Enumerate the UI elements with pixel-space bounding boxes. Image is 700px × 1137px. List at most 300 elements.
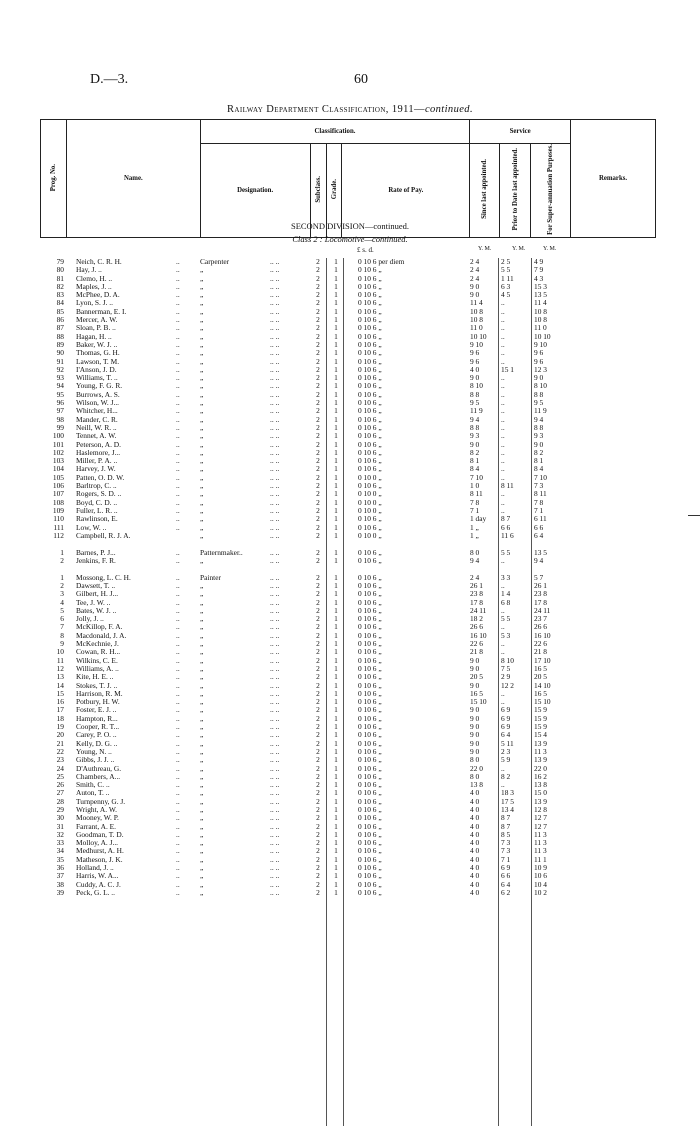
leader-dots: .. .. — [270, 315, 280, 325]
service-superannuation: 8 2 — [534, 447, 544, 457]
leader-dots: .. — [176, 489, 180, 499]
service-superannuation: 4 9 — [534, 257, 544, 266]
subclass: 2 — [316, 406, 320, 416]
prog-number: 86 — [56, 315, 64, 325]
leader-dots: .. .. — [270, 622, 280, 632]
prog-number: 35 — [56, 854, 64, 864]
leader-dots: .. — [176, 331, 180, 341]
employee-name: Holland, J. .. — [76, 863, 114, 873]
grade: 1 — [334, 505, 338, 515]
leader-dots: .. — [176, 522, 180, 532]
leader-dots: .. .. — [270, 722, 280, 732]
employee-name: McKillop, F. A. — [76, 622, 123, 632]
service-prior: 11 6 — [501, 530, 514, 540]
rate-of-pay: 0 10 6 „ — [358, 273, 382, 283]
header-superannuation: For Super-annuation Purposes. — [531, 144, 571, 238]
grade: 1 — [334, 298, 338, 308]
service-prior: 12 2 — [501, 680, 514, 690]
designation: „ — [200, 771, 204, 781]
rate-of-pay: 0 10 6 „ — [358, 447, 382, 457]
employee-name: Burrows, A. S. — [76, 389, 120, 399]
header-classification: Classification. — [200, 120, 470, 144]
rate-of-pay: 0 10 6 „ — [358, 622, 382, 632]
designation: „ — [200, 422, 204, 432]
service-since-last: 26 6 — [470, 622, 483, 632]
service-prior: .. — [501, 605, 505, 615]
leader-dots: .. — [176, 555, 180, 565]
header-designation: Designation. — [200, 144, 310, 238]
leader-dots: .. — [176, 348, 180, 358]
employee-name: Bannerman, E. I. — [76, 306, 127, 316]
rate-of-pay: 0 10 0 „ — [358, 530, 382, 540]
rate-of-pay: 0 10 6 „ — [358, 722, 382, 732]
prog-number: 2 — [60, 555, 64, 565]
employee-name: Chambers, A... — [76, 771, 121, 781]
leader-dots: .. .. — [270, 281, 280, 291]
service-since-last: 8 4 — [470, 464, 480, 474]
service-superannuation: 16 2 — [534, 771, 547, 781]
service-superannuation: 7 1 — [534, 505, 544, 515]
subclass: 2 — [316, 422, 320, 432]
subclass: 2 — [316, 887, 320, 897]
employee-name: Young, N. .. — [76, 746, 112, 756]
grade: 1 — [334, 771, 338, 781]
service-since-last: 8 0 — [470, 755, 480, 765]
rate-of-pay: 0 10 6 „ — [358, 572, 382, 582]
rate-of-pay: 0 10 6 „ — [358, 614, 382, 624]
table-row — [0, 607, 700, 615]
subclass: 2 — [316, 356, 320, 366]
rate-of-pay: 0 10 6 „ — [358, 647, 382, 657]
leader-dots: .. — [176, 589, 180, 599]
service-superannuation: 7 3 — [534, 481, 544, 491]
grade: 1 — [334, 663, 338, 673]
subclass: 2 — [316, 871, 320, 881]
prog-number: 32 — [56, 829, 64, 839]
subclass: 2 — [316, 555, 320, 565]
subclass: 2 — [316, 530, 320, 540]
rate-of-pay: 0 10 6 „ — [358, 597, 382, 607]
prog-number: 36 — [56, 863, 64, 873]
employee-name: Foster, E. J. .. — [76, 705, 117, 715]
service-superannuation: 15 9 — [534, 722, 547, 732]
leader-dots: .. — [176, 281, 180, 291]
prog-number: 1 — [60, 547, 64, 557]
employee-name: Hagan, H. .. — [76, 331, 112, 341]
service-since-last: 11 9 — [470, 406, 483, 416]
service-prior: 6 9 — [501, 713, 511, 723]
service-since-last: 22 0 — [470, 763, 483, 773]
prog-number: 8 — [60, 630, 64, 640]
rate-of-pay: 0 10 6 „ — [358, 431, 382, 441]
leader-dots: .. .. — [270, 481, 280, 491]
designation: „ — [200, 647, 204, 657]
grade: 1 — [334, 605, 338, 615]
subclass: 2 — [316, 879, 320, 889]
grade: 1 — [334, 879, 338, 889]
leader-dots: .. .. — [270, 348, 280, 358]
prog-number: 102 — [52, 447, 64, 457]
leader-dots: .. .. — [270, 589, 280, 599]
grade: 1 — [334, 456, 338, 466]
service-superannuation: 17 8 — [534, 597, 547, 607]
service-superannuation: 21 8 — [534, 647, 547, 657]
service-prior: .. — [501, 398, 505, 408]
leader-dots: .. — [176, 655, 180, 665]
subclass: 2 — [316, 389, 320, 399]
service-since-last: 4 0 — [470, 829, 480, 839]
header-subclass: Subclass. — [310, 144, 326, 238]
service-prior: .. — [501, 439, 505, 449]
rate-of-pay: 0 10 6 „ — [358, 381, 382, 391]
service-since-last: 4 0 — [470, 863, 480, 873]
employee-name: Stokes, T. J. .. — [76, 680, 118, 690]
margin-mark — [688, 515, 700, 516]
prog-number: 112 — [53, 530, 64, 540]
leader-dots: .. — [176, 771, 180, 781]
designation: „ — [200, 464, 204, 474]
leader-dots: .. — [176, 846, 180, 856]
service-prior: .. — [501, 456, 505, 466]
subclass: 2 — [316, 414, 320, 424]
employee-name: Neill, W. R. .. — [76, 422, 117, 432]
service-since-last: 8 10 — [470, 381, 483, 391]
designation: „ — [200, 414, 204, 424]
employee-name: Boyd, C. D. .. — [76, 497, 118, 507]
service-prior: .. — [501, 315, 505, 325]
leader-dots: .. — [176, 738, 180, 748]
rate-of-pay: 0 10 6 „ — [358, 464, 382, 474]
leader-dots: .. .. — [270, 730, 280, 740]
leader-dots: .. — [176, 514, 180, 524]
subclass: 2 — [316, 746, 320, 756]
leader-dots: .. — [176, 697, 180, 707]
service-prior: .. — [501, 389, 505, 399]
grade: 1 — [334, 356, 338, 366]
employee-name: Farrant, A. E. — [76, 821, 117, 831]
leader-dots: .. — [176, 431, 180, 441]
employee-name: Wilson, W. J... — [76, 398, 120, 408]
designation: Painter — [200, 572, 221, 582]
service-superannuation: 6 4 — [534, 530, 544, 540]
grade: 1 — [334, 887, 338, 897]
prog-number: 105 — [52, 472, 64, 482]
designation: „ — [200, 489, 204, 499]
leader-dots: .. .. — [270, 422, 280, 432]
employee-name: Barltrop, C. .. — [76, 481, 117, 491]
leader-dots: .. .. — [270, 813, 280, 823]
employee-name: Harris, W. A... — [76, 871, 119, 881]
title-suffix: continued. — [424, 104, 473, 115]
prog-number: 98 — [56, 414, 64, 424]
leader-dots: .. — [176, 713, 180, 723]
subclass: 2 — [316, 447, 320, 457]
rate-of-pay: 0 10 6 „ — [358, 672, 382, 682]
leader-dots: .. — [176, 414, 180, 424]
designation: „ — [200, 315, 204, 325]
employee-name: Kite, H. E. .. — [76, 672, 114, 682]
service-superannuation: 7 9 — [534, 265, 544, 275]
service-prior: .. — [501, 356, 505, 366]
leader-dots: .. .. — [270, 821, 280, 831]
prog-number: 100 — [52, 431, 64, 441]
leader-dots: .. .. — [270, 796, 280, 806]
subclass: 2 — [316, 821, 320, 831]
rate-of-pay: 0 10 6 „ — [358, 746, 382, 756]
subclass: 2 — [316, 730, 320, 740]
prog-number: 4 — [60, 597, 64, 607]
service-since-last: 8 1 — [470, 456, 480, 466]
service-since-last: 9 0 — [470, 705, 480, 715]
service-prior: .. — [501, 447, 505, 457]
service-prior: .. — [501, 489, 505, 499]
leader-dots: .. — [176, 763, 180, 773]
subclass: 2 — [316, 439, 320, 449]
service-since-last: 9 0 — [470, 722, 480, 732]
service-since-last: 9 4 — [470, 414, 480, 424]
leader-dots: .. .. — [270, 805, 280, 814]
subclass: 2 — [316, 722, 320, 732]
service-since-last: 9 3 — [470, 431, 480, 441]
prog-number: 39 — [56, 887, 64, 897]
service-since-last: 8 0 — [470, 771, 480, 781]
subclass: 2 — [316, 547, 320, 557]
service-superannuation: 15 9 — [534, 713, 547, 723]
leader-dots: .. .. — [270, 663, 280, 673]
subclass: 2 — [316, 763, 320, 773]
employee-name: D'Authreau, G. — [76, 763, 122, 773]
service-prior: .. — [501, 306, 505, 316]
service-since-last: 9 0 — [470, 663, 480, 673]
prog-number: 87 — [56, 323, 64, 333]
prog-number: 91 — [56, 356, 64, 366]
grade: 1 — [334, 431, 338, 441]
subclass: 2 — [316, 697, 320, 707]
grade: 1 — [334, 755, 338, 765]
grade: 1 — [334, 705, 338, 715]
service-prior: 18 3 — [501, 788, 514, 798]
rate-of-pay: 0 10 6 „ — [358, 514, 382, 524]
service-superannuation: 9 5 — [534, 398, 544, 408]
service-since-last: 4 0 — [470, 879, 480, 889]
leader-dots: .. .. — [270, 339, 280, 349]
leader-dots: .. — [176, 481, 180, 491]
leader-dots: .. .. — [270, 290, 280, 300]
leader-dots: .. — [176, 680, 180, 690]
employee-name: Dawsett, T. .. — [76, 580, 116, 590]
prog-number: 27 — [56, 788, 64, 798]
service-superannuation: 10 6 — [534, 871, 547, 881]
designation: „ — [200, 805, 204, 814]
table-row — [0, 532, 700, 540]
designation: „ — [200, 605, 204, 615]
header-remarks: Remarks. — [571, 120, 656, 238]
rate-of-pay: 0 10 6 „ — [358, 821, 382, 831]
service-since-last: 8 8 — [470, 422, 480, 432]
subclass: 2 — [316, 589, 320, 599]
employee-name: Peterson, A. D. — [76, 439, 121, 449]
service-prior: 15 1 — [501, 364, 514, 374]
service-superannuation: 23 8 — [534, 589, 547, 599]
prog-number: 85 — [56, 306, 64, 316]
leader-dots: .. .. — [270, 829, 280, 839]
service-since-last: 1 „ — [470, 522, 479, 532]
service-since-last: 1 „ — [470, 530, 479, 540]
designation: „ — [200, 331, 204, 341]
designation: „ — [200, 497, 204, 507]
leader-dots: .. .. — [270, 630, 280, 640]
leader-dots: .. — [176, 381, 180, 391]
service-prior: 6 3 — [501, 281, 511, 291]
header-prog-no: Prog. No. — [41, 120, 67, 238]
subclass: 2 — [316, 290, 320, 300]
designation: „ — [200, 389, 204, 399]
service-prior: 6 9 — [501, 705, 511, 715]
subclass: 2 — [316, 381, 320, 391]
designation: „ — [200, 672, 204, 682]
designation: „ — [200, 323, 204, 333]
rate-of-pay: 0 10 6 „ — [358, 688, 382, 698]
designation: „ — [200, 306, 204, 316]
prog-number: 88 — [56, 331, 64, 341]
leader-dots: .. .. — [270, 846, 280, 856]
employee-name: Goodman, T. D. — [76, 829, 124, 839]
service-prior: 2 3 — [501, 746, 511, 756]
rate-of-pay: 0 10 6 „ — [358, 555, 382, 565]
rate-of-pay: 0 10 6 „ — [358, 398, 382, 408]
leader-dots: .. .. — [270, 265, 280, 275]
service-since-last: 9 4 — [470, 555, 480, 565]
rate-of-pay: 0 10 6 „ — [358, 871, 382, 881]
leader-dots: .. — [176, 472, 180, 482]
prog-number: 28 — [56, 796, 64, 806]
service-superannuation: 6 11 — [534, 514, 547, 524]
rate-of-pay: 0 10 6 „ — [358, 315, 382, 325]
service-superannuation: 15 0 — [534, 788, 547, 798]
leader-dots: .. .. — [270, 755, 280, 765]
leader-dots: .. — [176, 547, 180, 557]
service-prior: 5 5 — [501, 614, 511, 624]
service-since-last: 9 0 — [470, 281, 480, 291]
subclass: 2 — [316, 605, 320, 615]
designation: Patternmaker.. — [200, 547, 243, 557]
rate-of-pay: 0 10 6 „ — [358, 630, 382, 640]
rate-of-pay: 0 10 6 „ — [358, 364, 382, 374]
leader-dots: .. .. — [270, 489, 280, 499]
prog-number: 111 — [53, 522, 64, 532]
prog-number: 19 — [56, 722, 64, 732]
units-years-months: Y. M. — [512, 246, 526, 252]
service-superannuation: 11 3 — [534, 829, 547, 839]
leader-dots: .. — [176, 406, 180, 416]
service-prior: 6 4 — [501, 730, 511, 740]
employee-name: Auton, T. .. — [76, 788, 110, 798]
subclass: 2 — [316, 688, 320, 698]
grade: 1 — [334, 639, 338, 649]
designation: „ — [200, 481, 204, 491]
leader-dots: .. .. — [270, 530, 280, 540]
designation: „ — [200, 780, 204, 790]
subclass: 2 — [316, 672, 320, 682]
designation: „ — [200, 846, 204, 856]
employee-name: Lawson, T. M. — [76, 356, 120, 366]
employee-name: Mander, C. R. — [76, 414, 118, 424]
leader-dots: .. — [176, 572, 180, 582]
service-superannuation: 16 5 — [534, 688, 547, 698]
service-since-last: 4 0 — [470, 887, 480, 897]
rate-of-pay: 0 10 6 „ — [358, 373, 382, 383]
leader-dots: .. .. — [270, 522, 280, 532]
grade: 1 — [334, 622, 338, 632]
subclass: 2 — [316, 456, 320, 466]
grade: 1 — [334, 871, 338, 881]
designation: „ — [200, 871, 204, 881]
prog-number: 30 — [56, 813, 64, 823]
subclass: 2 — [316, 339, 320, 349]
service-since-last: 2 4 — [470, 257, 480, 266]
service-prior: 13 4 — [501, 805, 514, 814]
prog-number: 89 — [56, 339, 64, 349]
service-superannuation: 13 9 — [534, 796, 547, 806]
employee-name: Clemo, H. .. — [76, 273, 113, 283]
rate-of-pay: 0 10 6 „ — [358, 281, 382, 291]
prog-number: 94 — [56, 381, 64, 391]
employee-name: McKechnie, J. — [76, 639, 119, 649]
service-since-last: 4 0 — [470, 821, 480, 831]
service-since-last: 10 8 — [470, 315, 483, 325]
designation: „ — [200, 730, 204, 740]
service-prior: .. — [501, 339, 505, 349]
leader-dots: .. — [176, 639, 180, 649]
employee-name: Rawlinson, E. — [76, 514, 118, 524]
employee-name: Thomas, G. H. — [76, 348, 120, 358]
leader-dots: .. .. — [270, 854, 280, 864]
service-prior: 8 5 — [501, 829, 511, 839]
leader-dots: .. — [176, 755, 180, 765]
service-since-last: 9 0 — [470, 655, 480, 665]
service-prior: 8 11 — [501, 481, 514, 491]
service-superannuation: 15 10 — [534, 697, 551, 707]
leader-dots: .. .. — [270, 879, 280, 889]
leader-dots: .. — [176, 887, 180, 897]
prog-number: 20 — [56, 730, 64, 740]
prog-number: 13 — [56, 672, 64, 682]
service-superannuation: 9 3 — [534, 431, 544, 441]
rate-of-pay: 0 10 6 „ — [358, 356, 382, 366]
grade: 1 — [334, 464, 338, 474]
rate-of-pay: 0 10 6 „ — [358, 422, 382, 432]
leader-dots: .. — [176, 456, 180, 466]
service-since-last: 9 6 — [470, 348, 480, 358]
grade: 1 — [334, 580, 338, 590]
service-since-last: 17 8 — [470, 597, 483, 607]
employee-name: Young, F. G. R. — [76, 381, 123, 391]
grade: 1 — [334, 796, 338, 806]
employee-name: Turnpenny, G. J. — [76, 796, 126, 806]
subclass: 2 — [316, 331, 320, 341]
subclass: 2 — [316, 805, 320, 814]
rate-of-pay: 0 10 6 „ — [358, 887, 382, 897]
service-prior: 6 6 — [501, 522, 511, 532]
rate-of-pay: 0 10 6 „ — [358, 414, 382, 424]
leader-dots: .. — [176, 688, 180, 698]
designation: „ — [200, 813, 204, 823]
rate-of-pay: 0 10 0 „ — [358, 489, 382, 499]
employee-name: Gilbert, H. J... — [76, 589, 119, 599]
employee-name: Gibbs, J. J. .. — [76, 755, 115, 765]
service-superannuation: 7 10 — [534, 472, 547, 482]
leader-dots: .. — [176, 796, 180, 806]
